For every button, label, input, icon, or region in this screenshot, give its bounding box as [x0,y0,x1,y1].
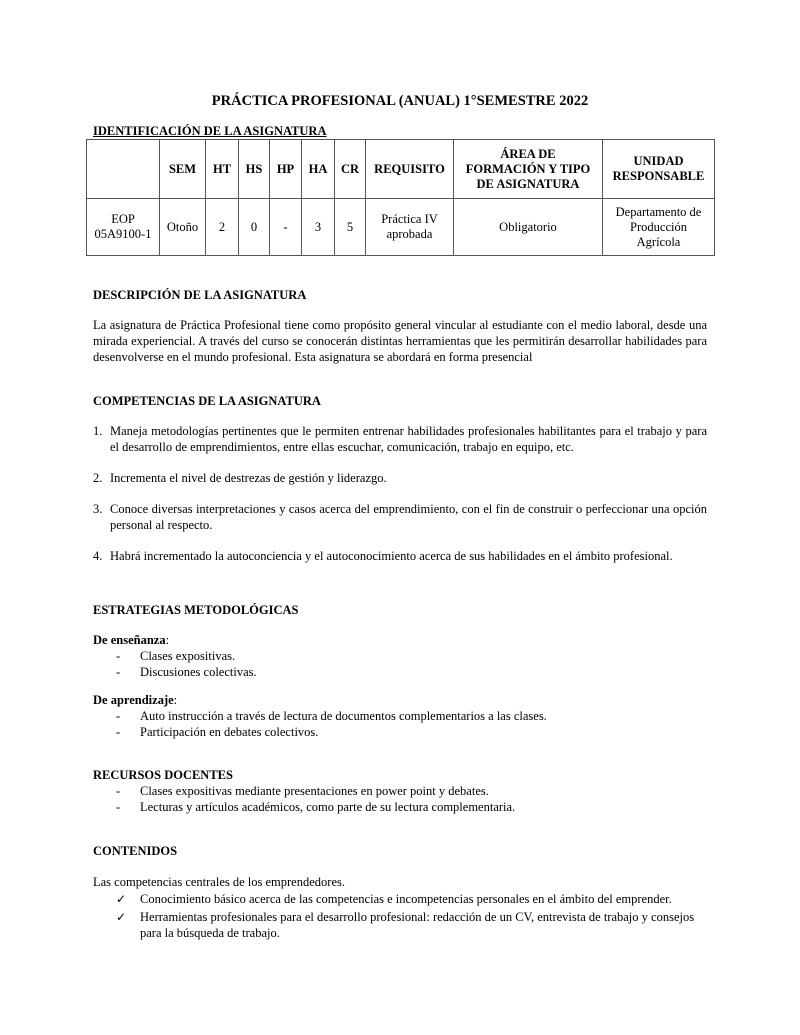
dash-bullet: - [116,784,121,798]
teaching-label-colon: : [165,633,170,647]
header-ht: HT [206,140,239,199]
competency-item [93,548,707,564]
cell-unidad-line2: Producción [630,219,687,234]
document-title: PRÁCTICA PROFESIONAL (ANUAL) 1°SEMESTRE 2022 [211,93,589,109]
header-sem: SEM [160,140,206,199]
contents-list [116,891,706,943]
cell-sem: Otoño [160,199,206,256]
list-item-text: Lecturas y artículos académicos, como parte de su lectura complementaria. [140,799,516,814]
dash-bullet: - [116,649,121,663]
cell-code-line2: 05A9100-1 [94,227,152,241]
header-requisito: REQUISITO [366,140,454,199]
header-hp: HP [270,140,302,199]
table-data-row [87,199,715,256]
description-heading: DESCRIPCIÓN DE LA ASIGNATURA [93,288,307,302]
list-item [116,665,716,681]
list-item-text: Clases expositivas. [140,649,236,663]
header-area-line2: FORMACIÓN Y TIPO [465,161,591,176]
header-unidad-line1: UNIDAD [633,154,684,168]
list-item [116,784,716,800]
header-unidad-line2: RESPONSABLE [612,169,705,183]
cell-unidad-line1: Departamento de [615,204,702,219]
cell-unidad-line3: Agrícola [636,234,681,249]
list-item [116,909,706,941]
cell-requisito-line2: aprobada [386,227,433,241]
dash-bullet: - [116,664,121,679]
teaching-list [116,649,716,680]
competency-text: Incrementa el nivel de destrezas de gestión y liderazgo. [110,471,387,485]
check-icon: ✓ [116,910,127,924]
header-area-line1: ÁREA DE [500,146,556,161]
description-text: La asignatura de Práctica Profesional tiene como propósito general vincular al estudiante con el medio laboral, desde una mirada experiencial. A través del curso se conocerán distintas herramientas que les permitirán desarrollar habilidades para desenvolverse en el mundo profesional. Esta asignatura se abordará en forma presencial [93,318,707,364]
competency-number: 1. [93,424,103,438]
cell-requisito [366,199,454,256]
subject-identification-table [86,139,715,256]
competency-text: Conoce diversas interpretaciones y casos acerca del emprendimiento, con el fin de construir o perfeccionar una opción personal al respecto. [110,502,707,532]
cell-unidad [603,199,715,256]
learning-label-text: De aprendizaje [93,693,174,707]
list-item [116,649,716,665]
list-item [116,800,716,816]
cell-code-line1: EOP [111,212,135,226]
table-header-row [87,140,715,199]
list-item [116,725,716,741]
header-code-cell [87,140,160,199]
list-item-text: Clases expositivas mediante presentaciones en power point y debates. [140,784,489,798]
list-item-text: Herramientas profesionales para el desarrollo profesional: redacción de un CV, entrevista de trabajo y consejos para la búsqueda de trabajo. [140,910,695,940]
cell-cr: 5 [335,199,366,256]
list-item-text: Participación en debates colectivos. [140,724,319,739]
dash-bullet: - [116,724,121,739]
header-hs: HS [239,140,270,199]
dash-bullet: - [116,799,121,814]
competency-item [93,470,707,486]
list-item [116,709,716,725]
header-cr: CR [335,140,366,199]
competency-number: 2. [93,471,103,485]
resources-list [116,784,716,815]
contents-intro: Las competencias centrales de los emprendedores. [93,875,345,889]
check-icon: ✓ [116,892,127,906]
header-unidad [603,140,715,199]
strategies-heading: ESTRATEGIAS METODOLÓGICAS [93,603,299,617]
list-item-text: Auto instrucción a través de lectura de documentos complementarios a las clases. [140,709,547,723]
competency-item [93,423,707,455]
competency-item [93,501,707,533]
resources-heading: RECURSOS DOCENTES [93,768,233,782]
list-item-text: Discusiones colectivas. [140,664,257,679]
competency-number: 3. [93,502,103,516]
header-ha: HA [302,140,335,199]
cell-requisito-line1: Práctica IV [381,212,438,226]
list-item [116,891,706,907]
dash-bullet: - [116,709,121,723]
competency-text: Habrá incrementado la autoconciencia y el autoconocimiento acerca de sus habilidades en el ámbito profesional. [110,549,673,563]
competency-text: Maneja metodologías pertinentes que le permiten entrenar habilidades profesionales habilitantes para el trabajo y para el desarrollo de emprendimientos, entre ellas escuchar, comunicación, trabajo en equipo, etc. [110,424,707,454]
learning-label-colon: : [173,693,178,707]
teaching-label-text: De enseñanza [93,633,166,647]
identification-heading: IDENTIFICACIÓN DE LA ASIGNATURA [93,124,327,138]
competency-number: 4. [93,549,103,563]
header-area-line3: DE ASIGNATURA [476,176,580,191]
cell-hs: 0 [239,199,270,256]
header-area [454,140,603,199]
competencies-list [93,423,707,579]
learning-list [116,709,716,740]
cell-ha: 3 [302,199,335,256]
cell-area: Obligatorio [454,199,603,256]
teaching-label [93,633,169,648]
cell-code [87,199,160,256]
cell-hp: - [270,199,302,256]
cell-ht: 2 [206,199,239,256]
contents-heading: CONTENIDOS [93,844,178,858]
competencies-heading: COMPETENCIAS DE LA ASIGNATURA [93,394,321,408]
learning-label [93,693,177,708]
list-item-text: Conocimiento básico acerca de las competencias e incompetencias personales en el ámbito del emprender. [140,892,672,906]
